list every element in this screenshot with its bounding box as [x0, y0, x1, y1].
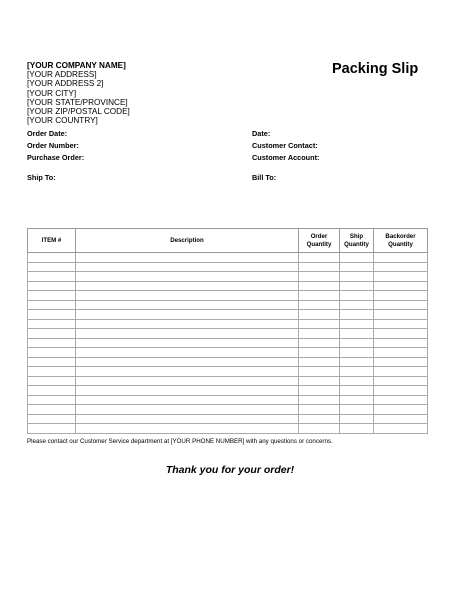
table-row	[28, 253, 428, 263]
table-row	[28, 300, 428, 310]
table-row	[28, 405, 428, 415]
items-table	[27, 228, 428, 434]
table-cell[interactable]	[374, 357, 428, 367]
company-address-line: [YOUR STATE/PROVINCE]	[27, 97, 128, 107]
table-cell[interactable]	[28, 348, 76, 358]
table-cell[interactable]	[374, 291, 428, 301]
table-cell[interactable]	[28, 272, 76, 282]
table-cell[interactable]	[76, 357, 299, 367]
table-cell[interactable]	[374, 367, 428, 377]
table-row	[28, 376, 428, 386]
table-cell[interactable]	[28, 405, 76, 415]
table-cell[interactable]	[299, 253, 340, 263]
table-cell[interactable]	[299, 319, 340, 329]
table-cell[interactable]	[340, 272, 374, 282]
company-block	[27, 61, 130, 125]
table-cell[interactable]	[340, 281, 374, 291]
table-cell[interactable]	[299, 357, 340, 367]
order-number-label: Order Number:	[27, 141, 79, 150]
bill-to-label: Bill To:	[252, 173, 277, 182]
table-cell[interactable]	[299, 386, 340, 396]
table-cell[interactable]	[340, 405, 374, 415]
table-cell[interactable]	[340, 386, 374, 396]
table-cell[interactable]	[28, 253, 76, 263]
table-cell[interactable]	[28, 386, 76, 396]
customer-contact-label: Customer Contact:	[252, 141, 318, 150]
table-row	[28, 424, 428, 434]
page-title: Packing Slip	[332, 61, 419, 77]
company-address-line: [YOUR ADDRESS]	[27, 70, 97, 80]
table-cell[interactable]	[374, 300, 428, 310]
table-cell[interactable]	[76, 262, 299, 272]
table-row	[28, 281, 428, 291]
table-cell[interactable]	[76, 319, 299, 329]
table-row	[28, 329, 428, 339]
table-cell[interactable]	[340, 395, 374, 405]
table-row	[28, 357, 428, 367]
table-cell[interactable]	[28, 310, 76, 320]
table-cell[interactable]	[76, 310, 299, 320]
table-cell[interactable]	[76, 329, 299, 339]
table-cell[interactable]	[76, 405, 299, 415]
table-row	[28, 395, 428, 405]
table-cell[interactable]	[28, 262, 76, 272]
col-header-backorder-quantity: Backorder Quantity	[374, 229, 428, 253]
table-cell[interactable]	[374, 395, 428, 405]
table-cell[interactable]	[374, 319, 428, 329]
table-cell[interactable]	[76, 424, 299, 434]
table-cell[interactable]	[299, 272, 340, 282]
thank-you-message: Thank you for your order!	[165, 464, 295, 476]
col-header-order-quantity: Order Quantity	[299, 229, 340, 253]
table-cell[interactable]	[374, 281, 428, 291]
table-row	[28, 291, 428, 301]
table-cell[interactable]	[374, 414, 428, 424]
table-cell[interactable]	[299, 310, 340, 320]
table-cell[interactable]	[76, 376, 299, 386]
ship-to-label: Ship To:	[27, 173, 56, 182]
col-header-item: ITEM #	[28, 229, 76, 253]
company-address-line: [YOUR COUNTRY]	[27, 116, 98, 126]
table-cell[interactable]	[340, 300, 374, 310]
table-cell[interactable]	[76, 281, 299, 291]
table-cell[interactable]	[28, 357, 76, 367]
table-cell[interactable]	[76, 348, 299, 358]
table-row	[28, 367, 428, 377]
table-cell[interactable]	[76, 291, 299, 301]
table-cell[interactable]	[299, 367, 340, 377]
table-cell[interactable]	[340, 329, 374, 339]
table-cell[interactable]	[340, 376, 374, 386]
table-cell[interactable]	[374, 376, 428, 386]
col-header-ship-quantity: Ship Quantity	[340, 229, 374, 253]
table-cell[interactable]	[299, 348, 340, 358]
table-cell[interactable]	[299, 376, 340, 386]
table-cell[interactable]	[340, 338, 374, 348]
table-header-row	[28, 229, 428, 253]
table-cell[interactable]	[340, 367, 374, 377]
table-cell[interactable]	[299, 329, 340, 339]
table-cell[interactable]	[299, 395, 340, 405]
table-cell[interactable]	[299, 291, 340, 301]
company-name: [YOUR COMPANY NAME]	[27, 61, 126, 70]
table-row	[28, 386, 428, 396]
table-cell[interactable]	[28, 291, 76, 301]
date-label: Date:	[252, 129, 271, 138]
table-cell[interactable]	[374, 310, 428, 320]
table-row	[28, 272, 428, 282]
table-cell[interactable]	[76, 272, 299, 282]
table-cell[interactable]	[28, 424, 76, 434]
order-date-label: Order Date:	[27, 129, 68, 138]
table-cell[interactable]	[76, 253, 299, 263]
table-cell[interactable]	[340, 414, 374, 424]
table-cell[interactable]	[340, 319, 374, 329]
table-cell[interactable]	[374, 424, 428, 434]
table-cell[interactable]	[76, 367, 299, 377]
table-cell[interactable]	[299, 405, 340, 415]
contact-note: Please contact our Customer Service department at [YOUR PHONE NUMBER] with any questions or concerns.	[27, 438, 333, 445]
table-cell[interactable]	[76, 414, 299, 424]
col-header-description: Description	[76, 229, 299, 253]
table-cell[interactable]	[374, 262, 428, 272]
table-cell[interactable]	[28, 329, 76, 339]
table-cell[interactable]	[299, 300, 340, 310]
table-cell[interactable]	[340, 348, 374, 358]
table-row	[28, 348, 428, 358]
customer-account-label: Customer Account:	[252, 153, 320, 162]
table-cell[interactable]	[299, 414, 340, 424]
table-row	[28, 262, 428, 272]
purchase-order-label: Purchase Order:	[27, 153, 85, 162]
table-cell[interactable]	[28, 395, 76, 405]
table-cell[interactable]	[340, 262, 374, 272]
table-cell[interactable]	[340, 291, 374, 301]
company-address-line: [YOUR ZIP/POSTAL CODE]	[27, 107, 130, 117]
table-cell[interactable]	[299, 281, 340, 291]
table-cell[interactable]	[340, 357, 374, 367]
table-row	[28, 414, 428, 424]
table-row	[28, 319, 428, 329]
table-cell[interactable]	[28, 367, 76, 377]
table-row	[28, 310, 428, 320]
table-cell[interactable]	[299, 262, 340, 272]
table-cell[interactable]	[76, 300, 299, 310]
table-cell[interactable]	[374, 272, 428, 282]
table-row	[28, 338, 428, 348]
table-cell[interactable]	[28, 376, 76, 386]
table-cell[interactable]	[374, 338, 428, 348]
table-cell[interactable]	[299, 338, 340, 348]
table-cell[interactable]	[76, 338, 299, 348]
table-cell[interactable]	[28, 300, 76, 310]
table-cell[interactable]	[76, 395, 299, 405]
table-cell[interactable]	[374, 348, 428, 358]
table-cell[interactable]	[28, 338, 76, 348]
table-cell[interactable]	[28, 281, 76, 291]
table-cell[interactable]	[340, 424, 374, 434]
table-cell[interactable]	[340, 253, 374, 263]
table-cell[interactable]	[374, 253, 428, 263]
table-cell[interactable]	[374, 329, 428, 339]
table-cell[interactable]	[374, 386, 428, 396]
company-address-line: [YOUR CITY]	[27, 88, 77, 98]
table-cell[interactable]	[299, 424, 340, 434]
table-cell[interactable]	[76, 386, 299, 396]
table-cell[interactable]	[28, 414, 76, 424]
table-cell[interactable]	[340, 310, 374, 320]
table-cell[interactable]	[28, 319, 76, 329]
company-address-line: [YOUR ADDRESS 2]	[27, 79, 104, 89]
table-cell[interactable]	[374, 405, 428, 415]
